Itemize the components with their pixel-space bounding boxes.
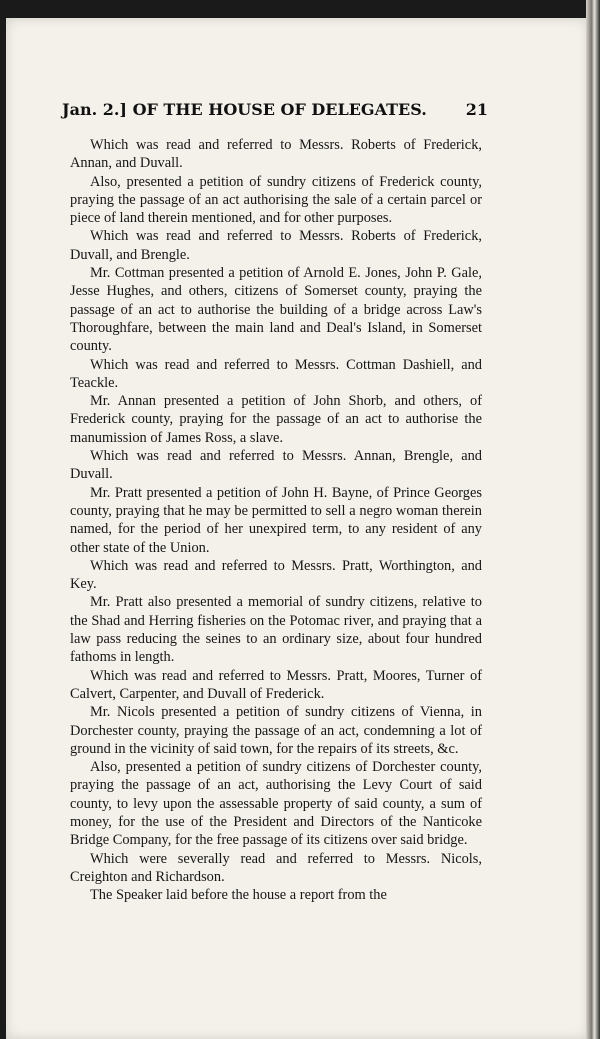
paragraph: Mr. Pratt also presented a memorial of sundry citizens, relative to the Shad and Herring fisheries on the Potomac river, and praying that a law pass reducing the seines to an ordinary size, about four hundred fathoms in length. bbox=[70, 594, 482, 666]
page-number: 21 bbox=[465, 100, 488, 119]
paragraph: Which was read and referred to Messrs. Pratt, Moores, Turner of Calvert, Carpenter, and Duvall of Frederick. bbox=[70, 667, 482, 702]
header-date: Jan. 2.] bbox=[62, 100, 127, 119]
page-header bbox=[62, 100, 488, 119]
paragraph: Which was read and referred to Messrs. Roberts of Frederick, Annan, and Duvall. bbox=[70, 137, 482, 172]
paragraph: Which was read and referred to Messrs. Annan, Brengle, and Duvall. bbox=[70, 448, 482, 483]
paragraph: Also, presented a petition of sundry citizens of Dorchester county, praying the passage of an act, authorising the Levy Court of said county, to levy upon the assessable property of said county, a sum of money, for the use of the President and Directors of the Nanticoke Bridge Company, for the free passage of its citizens over said bridge. bbox=[70, 759, 482, 849]
paragraph: Mr. Pratt presented a petition of John H. Bayne, of Prince Georges county, praying that he may be permitted to sell a negro woman therein named, for the period of her unexpired term, to any resident of any other state of the Union. bbox=[70, 484, 482, 556]
paragraph: Which was read and referred to Messrs. Cottman Dashiell, and Teackle. bbox=[70, 356, 482, 391]
journal-body bbox=[70, 136, 482, 904]
paragraph: Mr. Cottman presented a petition of Arnold E. Jones, John P. Gale, Jesse Hughes, and others, citizens of Somerset county, praying the passage of an act to authorise the building of a bridge across Law's Thoroughfare, between the main land and Deal's Island, in Somerset county. bbox=[70, 265, 482, 355]
paragraph: The Speaker laid before the house a report from the bbox=[90, 887, 387, 904]
paragraph: Mr. Annan presented a petition of John Shorb, and others, of Frederick county, praying for the passage of an act to authorise the manumission of James Ross, a slave. bbox=[70, 393, 482, 446]
paragraph: Which were severally read and referred to Messrs. Nicols, Creighton and Richardson. bbox=[70, 850, 482, 885]
paragraph: Which was read and referred to Messrs. Roberts of Frederick, Duvall, and Brengle. bbox=[70, 228, 482, 263]
paragraph: Also, presented a petition of sundry citizens of Frederick county, praying the passage of an act authorising the sale of a certain parcel or piece of land therein mentioned, and for other purposes. bbox=[70, 173, 482, 227]
paragraph: Which was read and referred to Messrs. Pratt, Worthington, and Key. bbox=[70, 557, 482, 593]
paragraph: Mr. Nicols presented a petition of sundry citizens of Vienna, in Dorchester county, praying the passage of an act, condemning a lot of ground in the vicinity of said town, for the repairs of its streets, &c. bbox=[70, 704, 482, 757]
header-title: OF THE HOUSE OF DELEGATES. bbox=[132, 100, 427, 119]
page-edge-shadow bbox=[586, 0, 600, 1039]
